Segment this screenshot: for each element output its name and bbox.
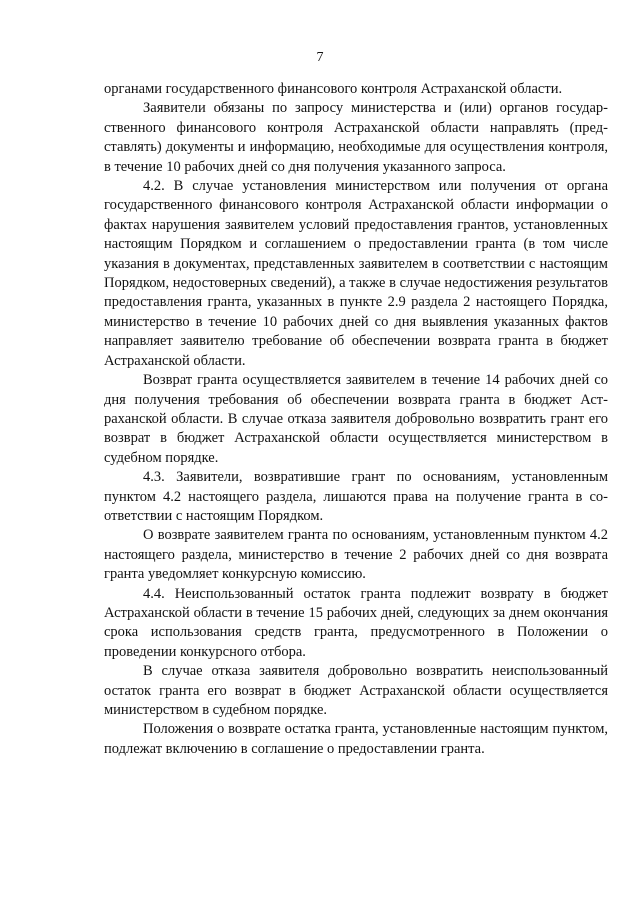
paragraph-agreement-inclusion: Положения о возврате остатка гранта, установленные настоящим пунктом, подлежат включению в соглашение о предоставлении гранта. xyxy=(104,721,608,757)
paragraph-grant-return: Возврат гранта осуществляется заявителем в течение 14 рабочих дней со дня получения требования об обеспечении возврата гранта в бюджет Астраханской области. В случае отказа заявителя добровольно возвратить грант его возврат в бюджет Астраханской области осуществляется министерством в судебном порядке. xyxy=(104,372,608,466)
document-body xyxy=(104,80,608,759)
page-number: 7 xyxy=(316,50,324,65)
paragraph-4-2: 4.2. В случае установления министерством или получения от органа государственного финансового контроля Астраханской области информации о фактах нарушения заявителем условий предоставления грантов, установленных настоящим Порядком и соглашением о предоставлении гранта (в том числе указания в документах, представленных заявителем в соответствии с настоящим Порядком, недостоверных сведений), а также в случае недостижения результатов предоставления гранта, указанных в пункте 2.9 раздела 2 настоящего Порядка, министерство в течение 10 рабочих дней со дня выявления указанных фактов направляет заявителю требование об обеспечении возврата гранта в бюджет Астраханской области. xyxy=(104,178,608,369)
paragraph-commission-notice: О возврате заявителем гранта по основаниям, установленным пунктом 4.2 настоящего раздела, министерство в течение 2 рабочих дней со дня возврата гранта уведомляет конкурсную комиссию. xyxy=(104,527,608,583)
paragraph-reporting-obligation: Заявители обязаны по запросу министерства и (или) органов государственного финансового контроля Астраханской области направлять (представлять) документы и информацию, необходимые для осуществления контроля, в течение 10 рабочих дней со дня получения указанного запроса. xyxy=(104,100,608,175)
paragraph-continuation: органами государственного финансового контроля Астраханской области. xyxy=(104,81,563,97)
paragraph-4-3: 4.3. Заявители, возвратившие грант по основаниям, установленным пунктом 4.2 настоящего раздела, лишаются права на получение гранта в соответствии с настоящим Порядком. xyxy=(104,469,608,524)
paragraph-refusal: В случае отказа заявителя добровольно возвратить неиспользованный остаток гранта его возврат в бюджет Астраханской области осуществляется министерством в судебном порядке. xyxy=(104,663,608,718)
paragraph-4-4: 4.4. Неиспользованный остаток гранта подлежит возврату в бюджет Астраханской области в течение 15 рабочих дней, следующих за днем окончания срока использования средств гранта, предусмотренного в Положении о проведении конкурсного отбора. xyxy=(104,585,608,660)
